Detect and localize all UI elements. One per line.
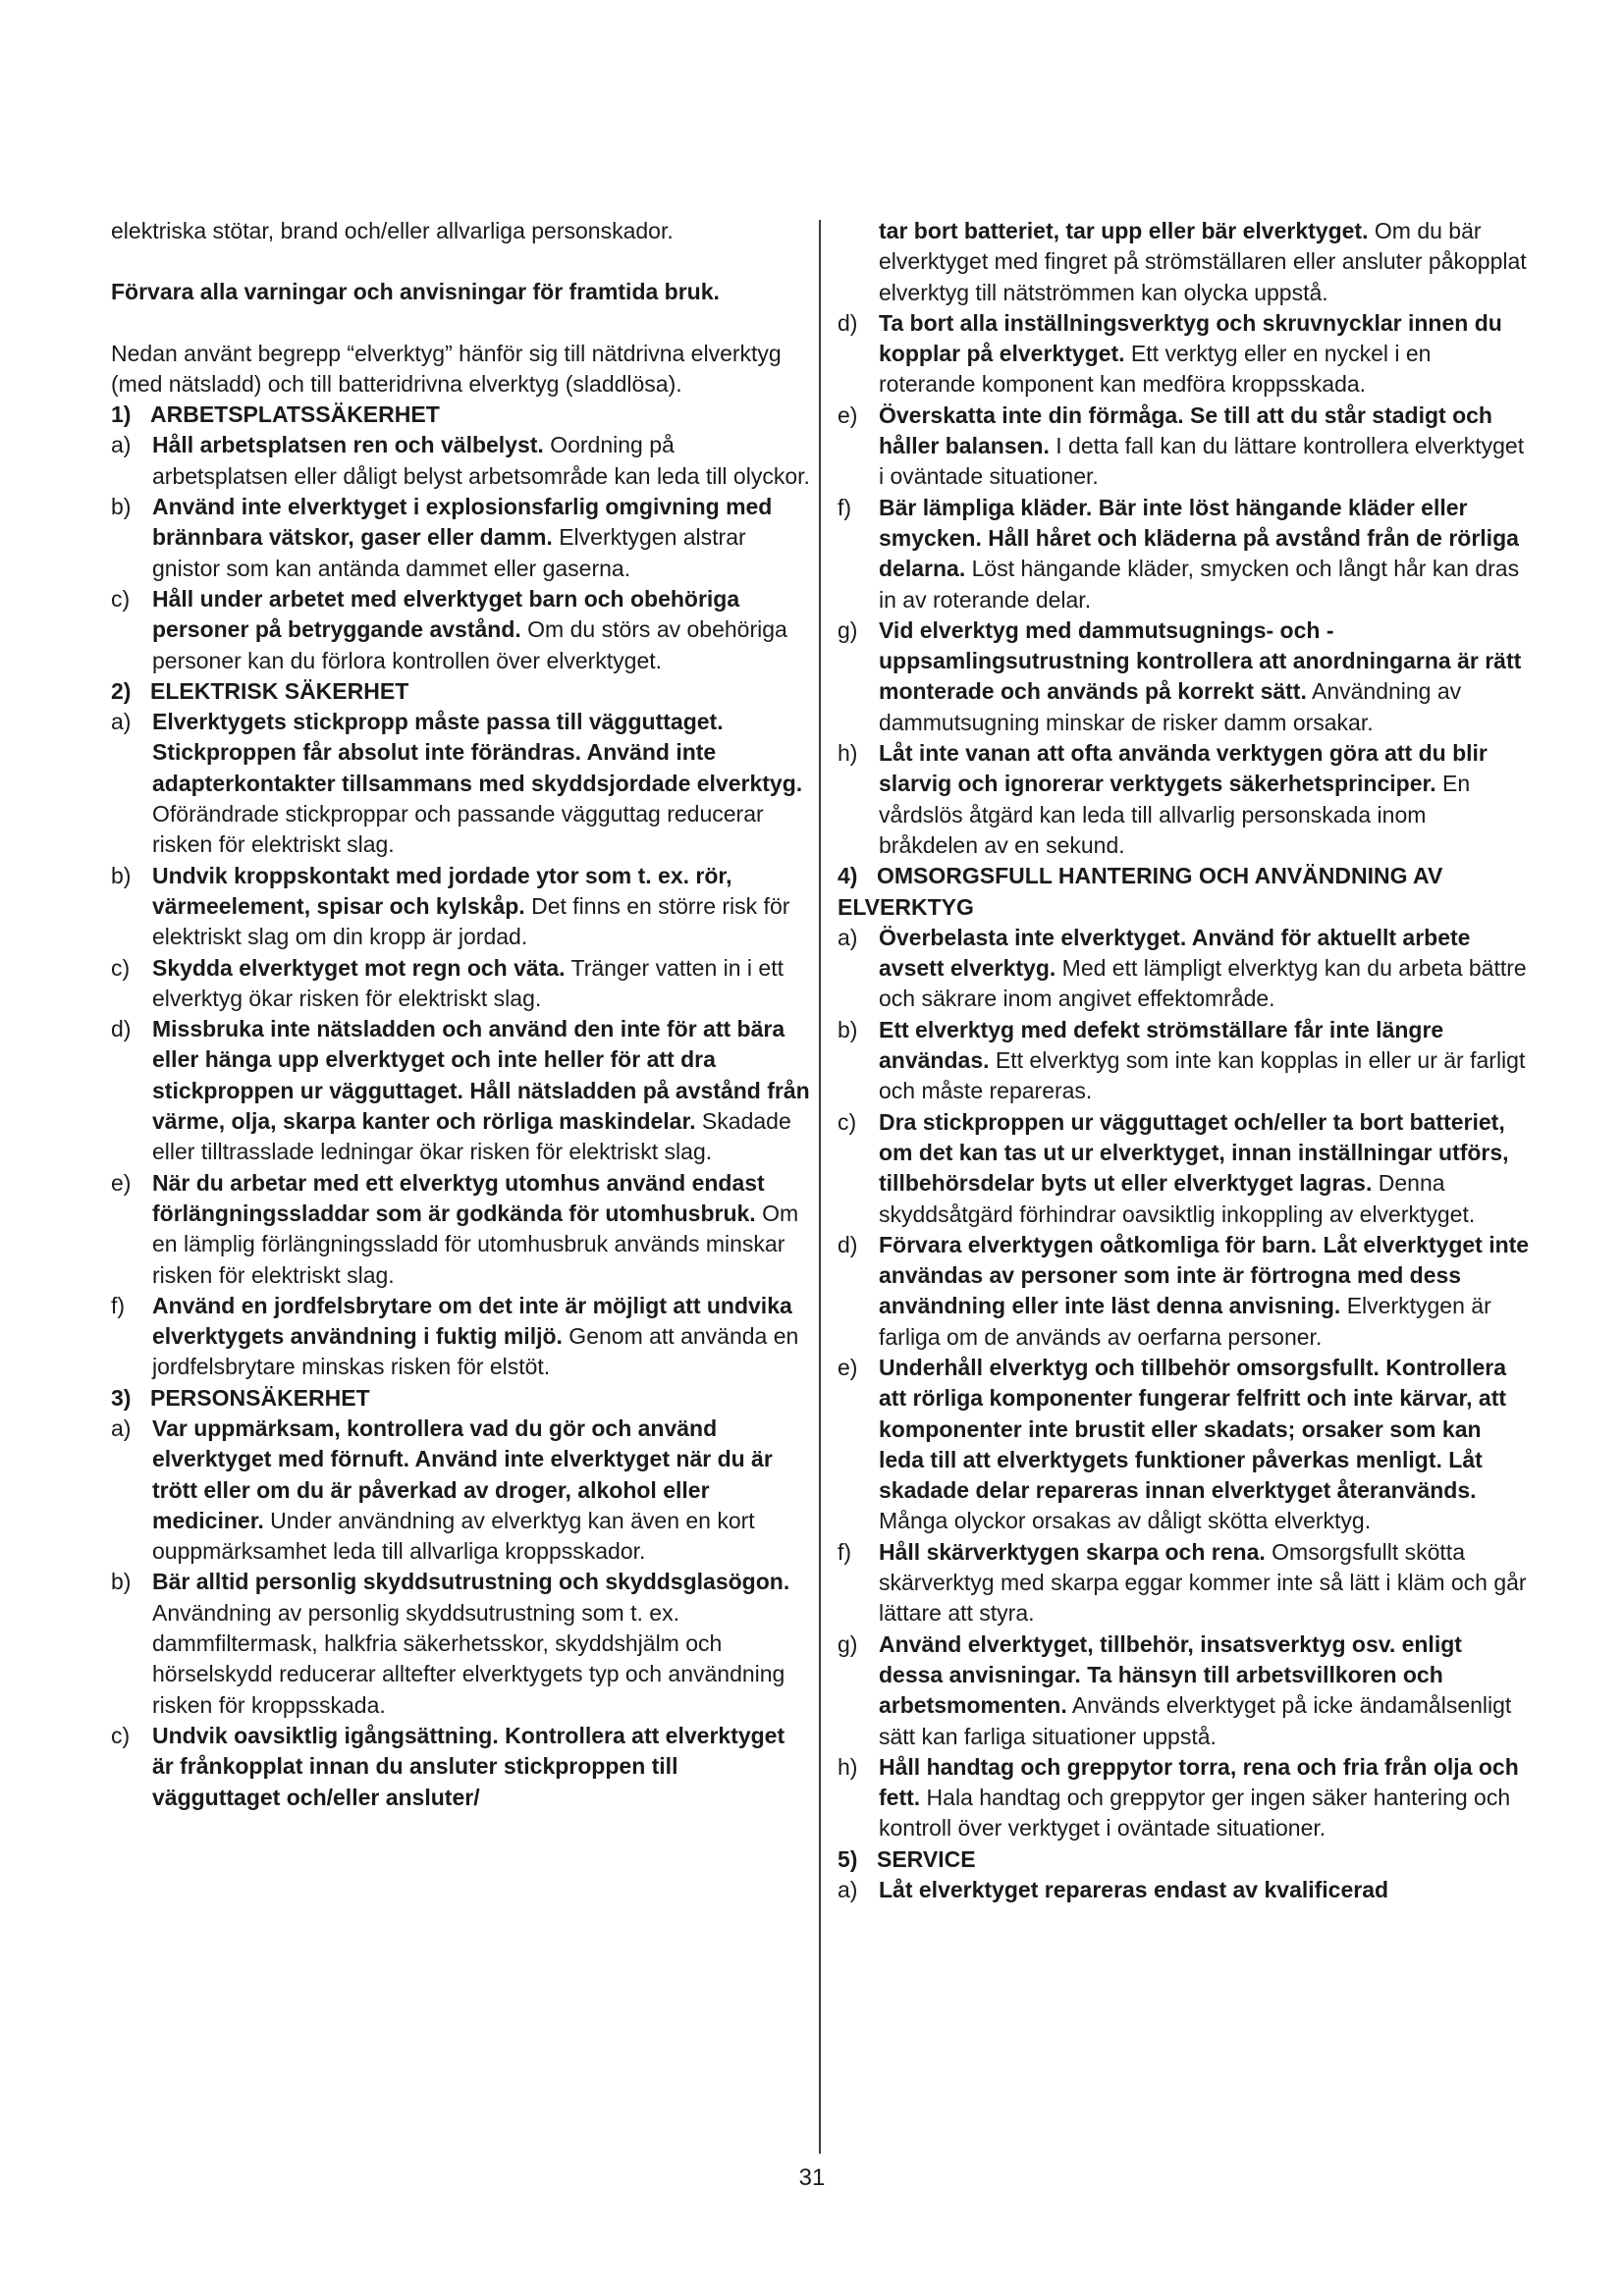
list-item — [838, 615, 1530, 738]
item-text: Det finns en större risk för elektriskt slag om din kropp är jordad. — [152, 892, 790, 950]
item-bold-text: Förvara elverktygen oåtkomliga för barn. Låt elverktyget inte användas av personer som inte är förtrogna med dess användning eller inte läst denna anvisning. — [879, 1231, 1530, 1319]
item-label: e) — [838, 401, 858, 428]
item-bold-text: När du arbetar med ett elverktyg utomhus använd endast förlängningssladdar som är godkända för utomhusbruk. — [152, 1169, 765, 1226]
item-text: Användning av personlig skyddsutrustning som t. ex. dammfiltermask, halkfria säkerhetsskor, skyddshjälm och hörselskydd reducerar alltefter elverktygets typ och användning risken för kroppsskada. — [152, 1599, 785, 1718]
item-bold-text: Undvik oavsiktlig igångsättning. Kontrollera att elverktyget är frånkopplat innan du ansluter stickproppen till vägguttaget och/eller ansluter/ — [152, 1722, 785, 1810]
item-text: Många olyckor orsakas av dåligt skötta elverktyg. — [879, 1508, 1372, 1534]
item-bold-text: Skydda elverktyget mot regn och väta. — [152, 954, 566, 981]
item-label: f) — [838, 1538, 852, 1565]
item-bold-text: Underhåll elverktyg och tillbehör omsorgsfullt. Kontrollera att rörliga komponenter fungerar felfritt och inte kärvar, att komponenter inte brustit eller skadats; orsaker som kan leda till att elverktygets funktioner påverkas menligt. Låt skadade delar repareras innan elverktyget återanvänds. — [879, 1354, 1507, 1504]
item-label: c) — [111, 1722, 131, 1748]
section-number: 2) — [111, 677, 132, 704]
section-heading-5 — [838, 1844, 1530, 1875]
section-title: ARBETSPLATSSÄKERHET — [150, 401, 440, 428]
list-item — [111, 1567, 810, 1720]
item-text: Oförändrade stickproppar och passande vägguttag reducerar risken för elektriskt slag. — [152, 801, 764, 858]
item-bold-text: Bär lämpliga kläder. Bär inte löst hängande kläder eller smycken. Håll håret och kläderna på avstånd från de rörliga delarna. — [879, 494, 1519, 582]
item-bold-text: Missbruka inte nätsladden och använd den inte för att bära eller hänga upp elverktyget och inte heller för att dra stickproppen ur vägguttaget. Håll nätsladden på avstånd från värme, olja, skarpa kanter och rörliga maskindelar. — [152, 1016, 810, 1135]
list-item — [111, 430, 810, 492]
keep-warning: Förvara alla varningar och anvisningar för framtida bruk. — [111, 279, 720, 305]
item-bold-text: Låt elverktyget repareras endast av kvalificerad — [879, 1877, 1389, 1903]
item-label: f) — [111, 1292, 126, 1318]
item-bold-text: tar bort batteriet, tar upp eller bär elverktyget. — [879, 218, 1369, 243]
item-label: c) — [111, 954, 131, 981]
list-item — [111, 953, 810, 1015]
list-item — [838, 308, 1530, 400]
list-item — [838, 493, 1530, 615]
item-text: Genom att använda en jordfelsbrytare minskas risken för elstöt. — [152, 1323, 799, 1380]
item-label: a) — [838, 1877, 858, 1903]
list-item — [838, 1537, 1530, 1629]
section-title: ELEKTRISK SÄKERHET — [150, 677, 409, 704]
item-label: e) — [838, 1354, 858, 1380]
item-label: d) — [838, 309, 858, 336]
list-item — [111, 1014, 810, 1167]
item-bold-text: Håll handtag och greppytor torra, rena och fria från olja och fett. — [879, 1753, 1519, 1811]
item-bold-text: Håll arbetsplatsen ren och välbelyst. — [152, 432, 544, 458]
item-bold-text: Bär alltid personlig skyddsutrustning och skyddsglasögon. — [152, 1569, 790, 1595]
item-text: Hala handtag och greppytor ger ingen säker hantering och kontroll över verktyget i oväntade situationer. — [879, 1785, 1511, 1842]
column-divider — [819, 220, 821, 2154]
item-text: Skadade eller tilltrasslade ledningar ökar risken för elektriskt slag. — [152, 1108, 791, 1165]
item-text: Om du bär elverktyget med fingret på strömställaren eller ansluter påkopplat elverktyg till nätströmmen kan olycka uppstå. — [879, 218, 1527, 305]
item-label: a) — [838, 924, 858, 950]
section-heading-3 — [111, 1383, 810, 1414]
list-item — [111, 1414, 810, 1567]
section-title: SERVICE — [877, 1845, 976, 1872]
section-number: 5) — [838, 1845, 858, 1872]
item-label: b) — [111, 494, 132, 520]
right-column — [838, 216, 1530, 1905]
item-label: c) — [111, 585, 131, 612]
intro-line: elektriska stötar, brand och/eller allvarliga personskador. — [111, 218, 674, 243]
left-column — [111, 216, 810, 1813]
item-label: d) — [111, 1016, 132, 1042]
item-label: b) — [111, 862, 132, 888]
item-bold-text: Undvik kroppskontakt med jordade ytor som t. ex. rör, värmeelement, spisar och kylskåp. — [152, 862, 732, 919]
item-bold-text: Var uppmärksam, kontrollera vad du gör och använd elverktyget med förnuft. Använd inte elverktyget när du är trött eller om du är påverkad av droger, alkohol eller mediciner. — [152, 1415, 773, 1533]
list-item — [838, 1752, 1530, 1844]
list-item — [838, 1629, 1530, 1752]
item-label: h) — [838, 1753, 858, 1780]
item-label: a) — [111, 709, 132, 735]
section-heading-4 — [838, 861, 1530, 923]
list-item — [111, 1168, 810, 1291]
section-title: OMSORGSFULL HANTERING OCH ANVÄNDNING AV ELVERKTYG — [838, 863, 1443, 920]
list-item — [111, 492, 810, 584]
item-bold-text: Ta bort alla inställningsverktyg och skruvnycklar innen du kopplar på elverktyget. — [879, 309, 1502, 367]
item-text: Oordning på arbetsplatsen eller dåligt belyst arbetsområde kan leda till olyckor. — [152, 432, 810, 489]
item-text: Tränger vatten in i ett elverktyg ökar risken för elektriskt slag. — [152, 954, 784, 1011]
section-number: 4) — [838, 863, 858, 889]
item-bold-text: Använd inte elverktyget i explosionsfarlig omgivning med brännbara vätskor, gaser eller damm. — [152, 494, 773, 551]
list-item — [838, 1875, 1530, 1905]
list-item — [111, 1721, 810, 1813]
list-item — [111, 861, 810, 953]
item-label: c) — [838, 1108, 857, 1135]
item-label: g) — [838, 616, 858, 643]
item-text: Med ett lämpligt elverktyg kan du arbeta bättre och säkrare inom angivet effektområde. — [879, 955, 1527, 1012]
list-item — [111, 1291, 810, 1383]
list-item — [838, 1015, 1530, 1107]
item-label: f) — [838, 494, 852, 520]
item-bold-text: Använd elverktyget, tillbehör, insatsverktyg osv. enligt dessa anvisningar. Ta hänsyn till arbetsvillkoren och arbetsmomenten. — [879, 1630, 1462, 1719]
section-title: PERSONSÄKERHET — [150, 1384, 370, 1411]
definition-paragraph: Nedan använt begrepp “elverktyg” hänför sig till nätdrivna elverktyg (med nätsladd) och till batteridrivna elverktyg (sladdlösa). — [111, 340, 782, 397]
item-bold-text: Använd en jordfelsbrytare om det inte är möjligt att undvika elverktygets användning i fuktig miljö. — [152, 1292, 792, 1350]
section-heading-1 — [111, 400, 810, 430]
item-text: Ett verktyg eller en nyckel i en roterande komponent kan medföra kroppsskada. — [879, 341, 1432, 398]
item-text: Användning av dammutsugning minskar de risker damm orsakar. — [879, 678, 1462, 735]
item-text: Denna skyddsåtgärd förhindrar oavsiktlig inkoppling av elverktyget. — [879, 1170, 1476, 1227]
list-item — [111, 707, 810, 860]
list-item — [838, 738, 1530, 861]
section-number: 1) — [111, 401, 132, 428]
item-bold-text: Ett elverktyg med defekt strömställare får inte längre användas. — [879, 1016, 1444, 1074]
item-text: Under användning av elverktyg kan även en kort ouppmärksamhet leda till allvarliga kroppsskador. — [152, 1507, 755, 1565]
item-label: a) — [111, 1415, 132, 1441]
item-text: Elverktygen är farliga om de används av oerfarna personer. — [879, 1293, 1491, 1350]
continued-item — [838, 216, 1530, 308]
item-text: I detta fall kan du lättare kontrollera elverktyget i oväntade situationer. — [879, 433, 1525, 490]
item-label: b) — [111, 1569, 132, 1595]
item-text: Om du störs av obehöriga personer kan du förlora kontrollen över elverktyget. — [152, 616, 787, 673]
item-label: d) — [838, 1231, 858, 1257]
item-bold-text: Dra stickproppen ur vägguttaget och/eller ta bort batteriet, om det kan tas ut ur elverktyget, innan inställningar utförs, tillbehörsdelar byts ut eller elverktyget lagras. — [879, 1108, 1509, 1197]
list-item — [111, 584, 810, 676]
item-bold-text: Håll skärverktygen skarpa och rena. — [879, 1538, 1266, 1565]
item-label: e) — [111, 1169, 132, 1196]
item-label: g) — [838, 1630, 858, 1657]
section-heading-2 — [111, 676, 810, 707]
item-text: Om en lämplig förlängningssladd för utomhusbruk används minskar risken för elektriskt slag. — [152, 1200, 799, 1288]
list-item — [838, 923, 1530, 1015]
item-text: Omsorgsfullt skötta skärverktyg med skarpa eggar kommer inte så lätt i kläm och går lättare att styra. — [879, 1538, 1527, 1627]
item-text: Ett elverktyg som inte kan kopplas in eller ur är farligt och måste repareras. — [879, 1047, 1526, 1104]
section-number: 3) — [111, 1384, 132, 1411]
item-bold-text: Låt inte vanan att ofta använda verktygen göra att du blir slarvig och ignorerar verktygets säkerhetsprinciper. — [879, 740, 1488, 797]
item-bold-text: Håll under arbetet med elverktyget barn och obehöriga personer på betryggande avstånd. — [152, 585, 740, 643]
list-item — [838, 400, 1530, 493]
item-label: h) — [838, 740, 858, 767]
item-label: b) — [838, 1016, 858, 1042]
item-bold-text: Vid elverktyg med dammutsugnings- och -uppsamlingsutrustning kontrollera att anordningarna är rätt monterade och används på korrekt sätt. — [879, 616, 1522, 705]
item-bold-text: Överskatta inte din förmåga. Se till att du står stadigt och håller balansen. — [879, 401, 1492, 459]
list-item — [838, 1230, 1530, 1353]
item-bold-text: Elverktygets stickpropp måste passa till vägguttaget. Stickproppen får absolut inte förändras. Använd inte adapterkontakter tillsammans med skyddsjordade elverktyg. — [152, 709, 803, 796]
item-text: Löst hängande kläder, smycken och långt hår kan dras in av roterande delar. — [879, 556, 1520, 613]
item-label: a) — [111, 432, 132, 458]
item-text: Används elverktyget på icke ändamålsenligt sätt kan farliga situationer uppstå. — [879, 1692, 1512, 1749]
page-number: 31 — [798, 2164, 826, 2191]
item-bold-text: Överbelasta inte elverktyget. Använd för aktuellt arbete avsett elverktyg. — [879, 924, 1471, 982]
item-text: Elverktygen alstrar gnistor som kan antända dammet eller gaserna. — [152, 524, 746, 581]
list-item — [838, 1353, 1530, 1537]
item-text: En vårdslös åtgärd kan leda till allvarlig personskada inom bråkdelen av en sekund. — [879, 771, 1471, 858]
list-item — [838, 1107, 1530, 1230]
